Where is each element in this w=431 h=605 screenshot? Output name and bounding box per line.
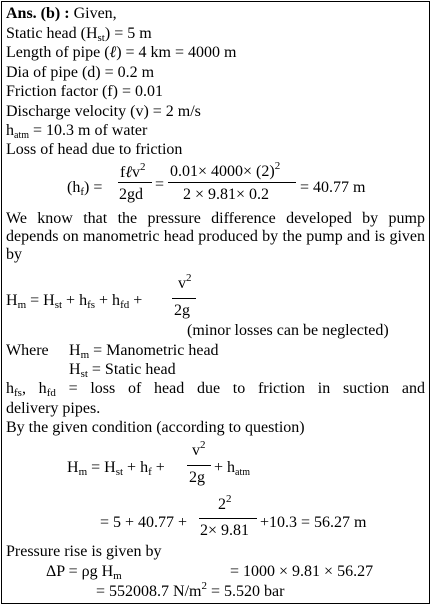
eq3-plus-h: + h [123,459,149,476]
pressure-rise-title: Pressure rise is given by [6,543,162,560]
eq1-result: = 40.77 m [300,179,366,196]
def3-h1: h [6,380,14,397]
def3-text: = loss of head due to friction in suction and [55,380,426,397]
eq1-equals: = [155,176,165,193]
eq3-plus-hatm: + h [214,459,236,476]
def2-sub: st [80,368,88,380]
eq2-fd-sub: fd [120,299,130,311]
dp-exp: 2 [201,580,207,592]
eq2-plus: + [129,292,143,309]
def-static [69,361,176,380]
eq3-num [192,439,206,461]
static-head-line [6,25,152,44]
eq2-main [6,292,142,311]
delta-p-line2 [96,580,285,602]
where-label: Where [6,342,49,359]
dp-sub: m [113,570,122,582]
dp-bar-value: = 5.520 bar [206,583,285,600]
eq1-lhs-h: (h [67,179,81,196]
eq4-num [218,493,232,515]
eq1-lhs [67,179,102,198]
eq1-lhs-sub: f [80,186,84,198]
static-head-sub: st [97,32,105,44]
discharge-velocity-line: Discharge velocity (v) = 2 m/s [6,103,201,120]
pipe-length-line [6,44,236,62]
pipe-length-value: ) = 4 km = 4000 m [116,44,237,61]
eq4-two: 2 [218,496,226,513]
eq2-plus-h2: + h [95,292,121,309]
eq3-bar [187,465,211,466]
eq3-v-exp: 2 [200,439,206,451]
eq4-bar [199,518,257,519]
def-friction-loss [6,380,425,399]
answer-heading [6,5,117,23]
eq1-frac2-num-text: 0.01× 4000× (2) [170,163,275,180]
eq2-m-sub: m [17,299,27,311]
eq1-f: f [120,164,126,181]
eq1-v: v [132,164,140,181]
answer-label: Ans. (b) : [6,5,70,22]
hatm-line [6,122,147,142]
eq1-frac2-exp: 2 [274,160,281,172]
eq4-den: 2× 9.81 [200,522,250,539]
eq4-pre: = 5 + 40.77 + [100,514,188,531]
hatm-sub: atm [14,130,29,141]
ell-symbol: ℓ [109,44,117,61]
hatm-symbol: h [6,122,14,139]
static-head-text: Static head (H [6,25,98,42]
dp-formula: ΔP = ρg H [46,563,114,580]
eq3-plus: + [151,459,165,476]
static-head-value: ) = 5 m [104,25,152,42]
eq3-den: 2g [189,469,205,486]
eq2-fs-sub: fs [87,299,96,311]
loss-of-head-title: Loss of head due to friction [6,141,183,158]
eq3-f-sub: f [148,466,152,478]
eq1-lhs-eq: ) = [84,179,103,196]
def-friction-loss-line2: delivery pipes. [6,400,101,417]
def3-fd-sub: fd [46,387,56,399]
friction-factor-line: Friction factor (f) = 0.01 [6,83,163,100]
eq3-main [67,459,165,478]
eq4-post: +10.3 = 56.27 m [260,514,367,531]
def3-h2: , h [21,380,47,397]
eq3-atm-sub: atm [235,467,251,478]
eq2-den: 2g [174,302,190,319]
eq2-num [178,272,192,294]
answer-box [1,1,430,604]
hatm-value: = 10.3 m of water [29,122,148,139]
eq1-v-exp: 2 [140,161,146,173]
def-manometric [69,342,219,361]
def3-fs-sub: fs [14,387,22,399]
eq2-plus-h1: + h [62,292,88,309]
pipe-length-text: Length of pipe ( [6,44,110,61]
eq3-eq-H: = H [87,459,116,476]
pipe-diameter-line: Dia of pipe (d) = 0.2 m [6,64,155,81]
given-condition: By the given condition (according to question) [6,419,305,436]
minor-losses-note: (minor losses can be neglected) [187,322,389,339]
def2-H: H [69,361,81,378]
eq3-H: H [67,459,79,476]
eq2-st-sub: st [54,299,63,311]
eq3-hatm [214,459,250,479]
eq1-frac2-num [170,160,281,182]
def1-sub: m [80,349,90,361]
eq2-eq-H: = H [26,292,55,309]
eq3-m-sub: m [78,466,88,478]
dp-value: = 552008.7 N/m [96,583,202,600]
def1-H: H [69,342,81,359]
eq2-bar [172,298,196,299]
eq1-frac2-den: 2 × 9.81× 0.2 [183,186,270,203]
eq2-H: H [6,292,18,309]
eq3-st-sub: st [115,466,124,478]
eq4-exp: 2 [226,493,232,505]
given-label: Given, [73,5,117,22]
eq1-ell: ℓ [125,164,132,181]
delta-p-line1-rhs: = 1000 × 9.81 × 56.27 [230,563,374,580]
eq1-frac1-den: 2gd [119,186,143,203]
def2-text: = Static head [87,361,176,378]
eq1-frac1-num [120,161,146,183]
paragraph-pump: We know that the pressure difference developed by pump depends on manometric head produced by the pump and is given by [6,210,425,263]
delta-p-line1 [46,563,122,582]
eq1-frac2-bar [168,182,296,183]
eq2-v-exp: 2 [186,272,192,284]
eq1-frac1-bar [118,182,152,183]
def1-text: = Manometric head [89,342,219,359]
eq3-v: v [192,442,200,459]
eq2-v: v [178,275,186,292]
